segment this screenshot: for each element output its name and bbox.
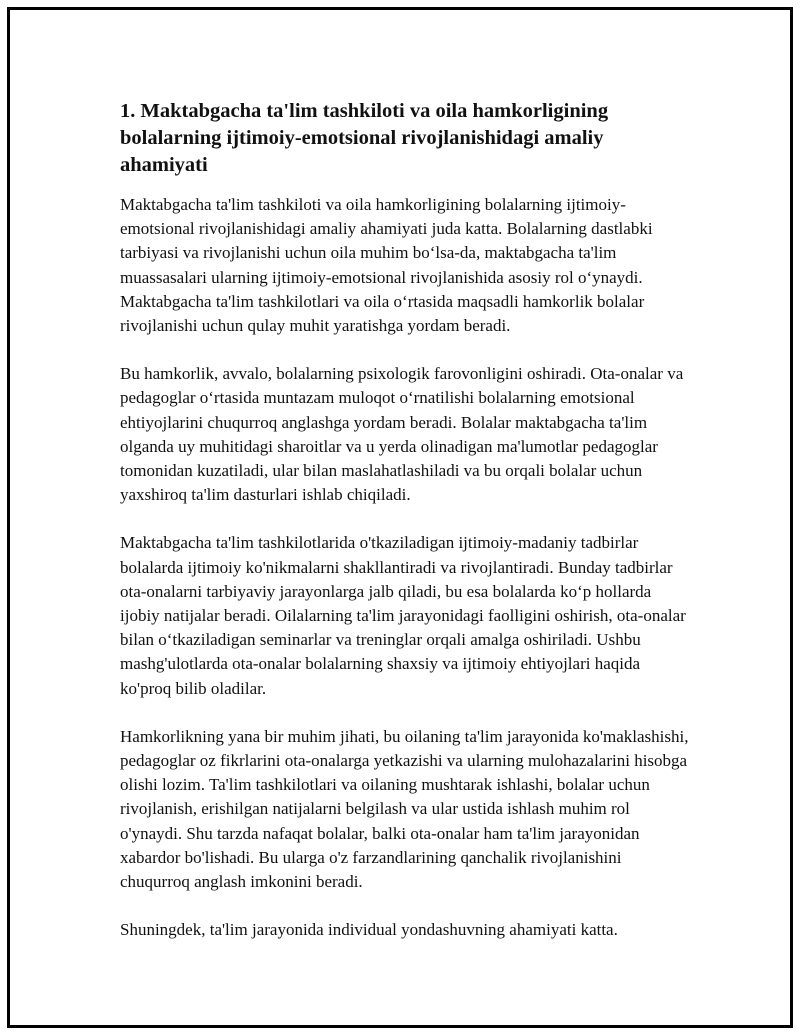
paragraph: Maktabgacha ta'lim tashkilotlarida o'tkaziladigan ijtimoiy-madaniy tadbirlar bolalarda ijtimoiy ko'nikmalarni shakllantiradi va rivojlantiradi. Bunday tadbirlar ota-onalarni tarbiyaviy jarayonlarga jalb qiladi, bu esa bolalarda ko‘p hollarda ijobiy natijalar beradi. Oilalarning ta'lim jarayonidagi faolligini oshirish, ota-onalar bilan o‘tkaziladigan seminarlar va treninglar orqali amalga oshiriladi. Ushbu mashg'ulotlarda ota-onalar bolalarning shaxsiy va ijtimoiy ehtiyojlari haqida ko'proq bilib oladilar. (120, 533, 686, 698)
document-body (120, 98, 695, 966)
paragraph: Bu hamkorlik, avvalo, bolalarning psixologik farovonligini oshiradi. Ota-onalar va pedagoglar o‘rtasida muntazam muloqot o‘rnatilishi bolalarning emotsional ehtiyojlarini chuqurroq anglashga yordam beradi. Bolalar maktabgacha ta'lim olganda uy muhitidagi sharoitlar va u yerda olinadigan ma'lumotlar pedagoglar tomonidan kuzatiladi, ular bilan maslahatlashiladi va bu orqali bolalar uchun yaxshiroq ta'lim dasturlari ishlab chiqiladi. (120, 364, 684, 505)
paragraph: Shuningdek, ta'lim jarayonida individual yondashuvning ahamiyati katta. (120, 920, 618, 940)
section-heading: 1. Maktabgacha ta'lim tashkiloti va oila hamkorligining bolalarning ijtimoiy-emotsional rivojlanishidagi amaliy ahamiyati (120, 100, 609, 176)
paragraph: Hamkorlikning yana bir muhim jihati, bu oilaning ta'lim jarayonida ko'maklashishi, pedagoglar oz fikrlarini ota-onalarga yetkazishi va ularning mulohazalarini hisobga olishi lozim. Ta'lim tashkilotlari va oilaning mushtarak ishlashi, bolalar uchun rivojlanish, erishilgan natijalarni belgilash va ular ustida ishlash muhim rol o'ynaydi. Shu tarzda nafaqat bolalar, balki ota-onalar ham ta'lim jarayonidan xabardor bo'lishadi. Bu ularga o'z farzandlarining qanchalik rivojlanishini chuqurroq anglash imkonini beradi. (120, 726, 689, 892)
paragraph: Maktabgacha ta'lim tashkiloti va oila hamkorligining bolalarning ijtimoiy-emotsional rivojlanishidagi amaliy ahamiyati juda katta. Bolalarning dastlabki tarbiyasi va rivojlanishi uchun oila muhim bo‘lsa-da, maktabgacha ta'lim muassasalari ularning ijtimoiy-emotsional rivojlanishida asosiy rol o‘ynaydi. Maktabgacha ta'lim tashkilotlari va oila o‘rtasida maqsadli hamkorlik bolalar rivojlanishi uchun qulay muhit yaratishga yordam beradi. (120, 195, 653, 336)
page-frame (7, 7, 793, 1028)
